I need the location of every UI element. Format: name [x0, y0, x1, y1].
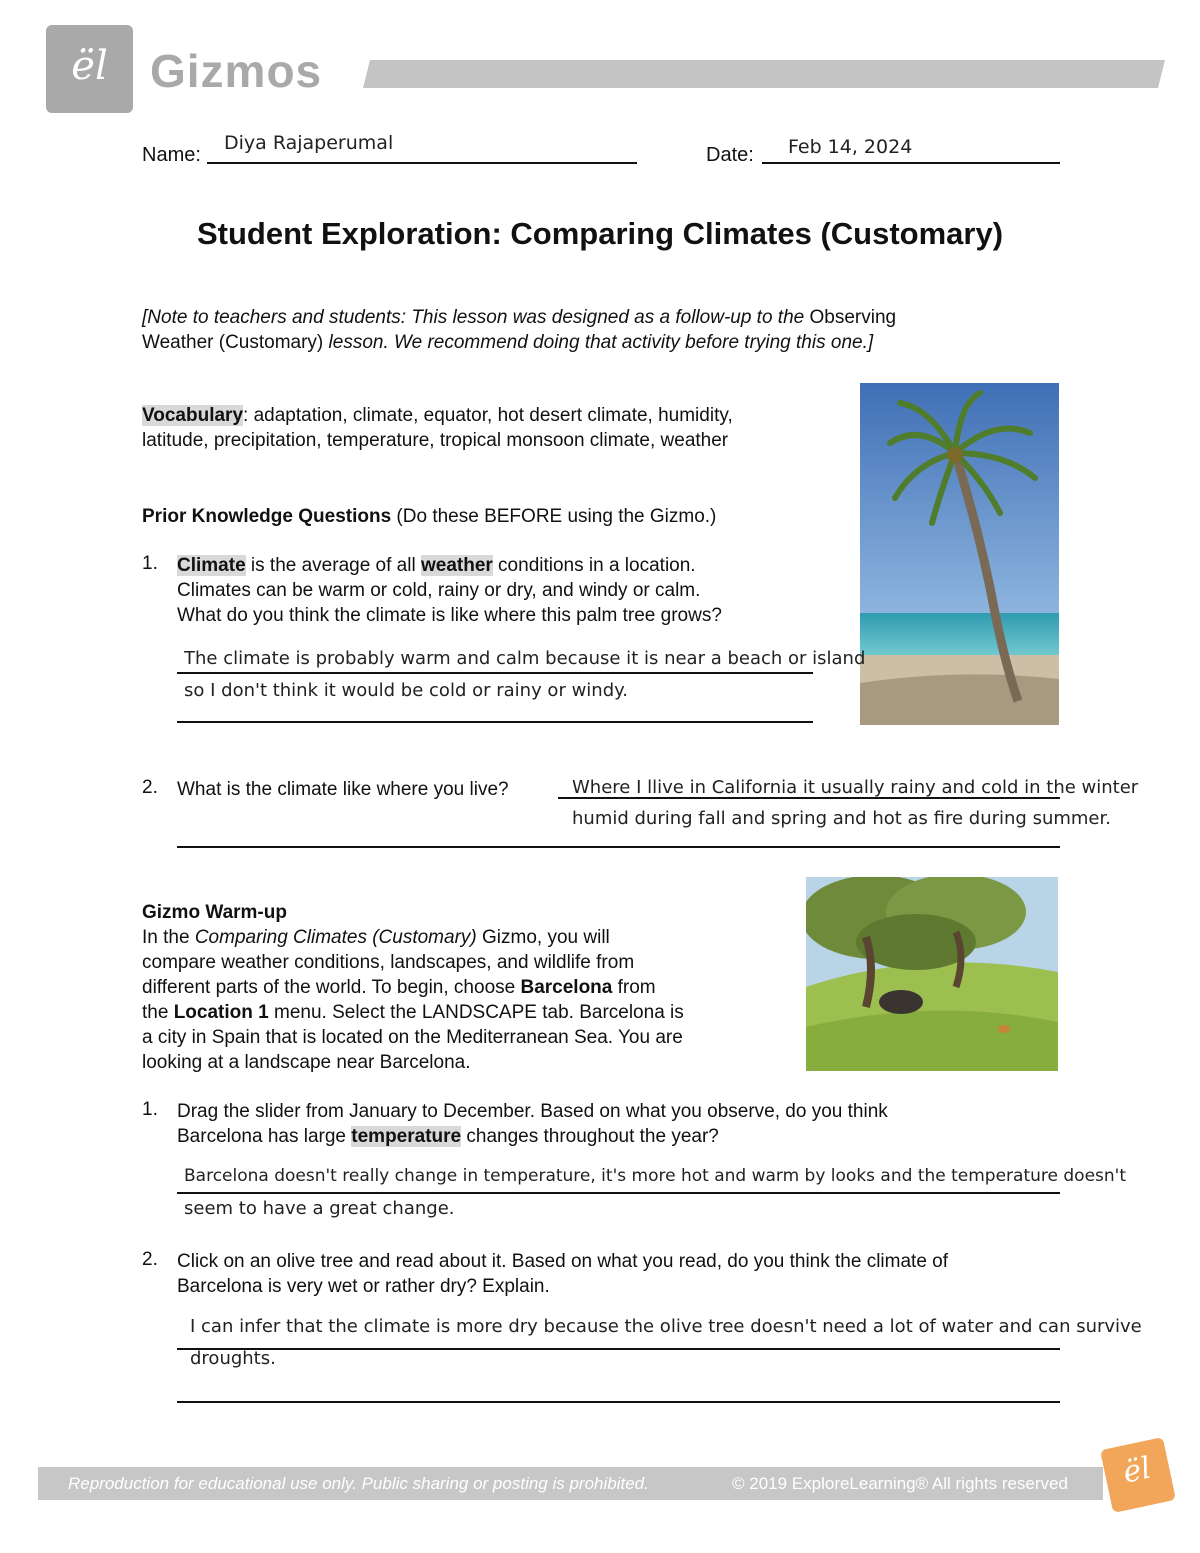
answer-line	[558, 797, 1060, 799]
date-line	[762, 162, 1060, 164]
footer-copyright-notice: Reproduction for educational use only. Public sharing or posting is prohibited.	[68, 1474, 649, 1493]
prior-q2-answer-line2[interactable]: humid during fall and spring and hot as fire during summer.	[572, 808, 1111, 829]
prior-q1-number: 1.	[142, 553, 158, 574]
header-bar	[363, 60, 1165, 88]
answer-line	[177, 1192, 1060, 1194]
warmup-q1-answer-line2[interactable]: seem to have a great change.	[184, 1198, 455, 1219]
vocabulary-label: Vocabulary	[142, 405, 244, 426]
explorelearning-logo: ël	[46, 25, 133, 113]
gizmo-warmup: Gizmo Warm-up In the Comparing Climates (Customary) Gizmo, you will compare weather conditions, landscapes, and wildlife from different parts of the world. To begin, choose Barcelona from the Location 1 menu. Select the LANDSCAPE tab. Barcelona is a city in Spain that is located on the Mediterranean Sea. You are looking at a landscape near Barcelona.	[142, 902, 684, 1073]
warmup-q1-answer-line1[interactable]: Barcelona doesn't really change in temperature, it's more hot and warm by looks and the temperature doesn't	[184, 1166, 1127, 1186]
answer-line	[177, 1401, 1060, 1403]
warmup-q2-answer-line2[interactable]: droughts.	[190, 1348, 276, 1369]
prior-q1-answer-line2[interactable]: so I don't think it would be cold or rainy or windy.	[184, 680, 628, 701]
warmup-q2-text: Click on an olive tree and read about it. Based on what you read, do you think the climate of Barcelona is very wet or rather dry? Explain.	[177, 1251, 949, 1297]
prior-q2-number: 2.	[142, 777, 158, 798]
warmup-q1-text: Drag the slider from January to December. Based on what you observe, do you think Barcelona has large temperature changes throughout the year?	[177, 1101, 888, 1147]
date-value[interactable]: Feb 14, 2024	[788, 136, 913, 158]
answer-line	[177, 846, 1060, 848]
warmup-q2-number: 2.	[142, 1249, 158, 1270]
palm-tree-image	[860, 383, 1059, 725]
footer-logo: ël	[1100, 1437, 1176, 1513]
answer-line	[177, 721, 813, 723]
answer-line	[177, 1348, 1060, 1350]
date-label: Date:	[706, 144, 754, 166]
footer-rights: © 2019 ExploreLearning® All rights reserved	[732, 1474, 1068, 1493]
warmup-heading: Gizmo Warm-up	[142, 902, 287, 923]
answer-line	[177, 672, 813, 674]
prior-knowledge-heading: Prior Knowledge Questions (Do these BEFORE using the Gizmo.)	[142, 506, 717, 527]
name-label: Name:	[142, 144, 201, 166]
warmup-q2-answer-line1[interactable]: I can infer that the climate is more dry because the olive tree doesn't need a lot of water and can survive	[190, 1316, 1142, 1337]
barcelona-landscape-image	[806, 877, 1058, 1071]
gizmos-brand: Gizmos	[150, 45, 323, 97]
prior-q1-answer-line1[interactable]: The climate is probably warm and calm because it is near a beach or island	[184, 648, 866, 669]
vocabulary: Vocabulary: adaptation, climate, equator, hot desert climate, humidity, latitude, precipitation, temperature, tropical monsoon climate, weather	[142, 405, 733, 451]
warmup-q1-number: 1.	[142, 1099, 158, 1120]
prior-q1-text: Climate is the average of all weather conditions in a location. Climates can be warm or cold, rainy or dry, and windy or calm. What do you think the climate is like where this palm tree grows?	[177, 555, 722, 626]
teacher-note: [Note to teachers and students: This lesson was designed as a follow-up to the Observing Weather (Customary) lesson. We recommend doing that activity before trying this one.]	[142, 307, 897, 353]
prior-q2-text: What is the climate like where you live?	[177, 779, 509, 800]
name-value[interactable]: Diya Rajaperumal	[224, 132, 394, 154]
name-line	[207, 162, 637, 164]
page-title: Student Exploration: Comparing Climates (Customary)	[196, 216, 1004, 251]
prior-q2-answer-line1[interactable]: Where I llive in California it usually rainy and cold in the winter	[572, 777, 1139, 798]
